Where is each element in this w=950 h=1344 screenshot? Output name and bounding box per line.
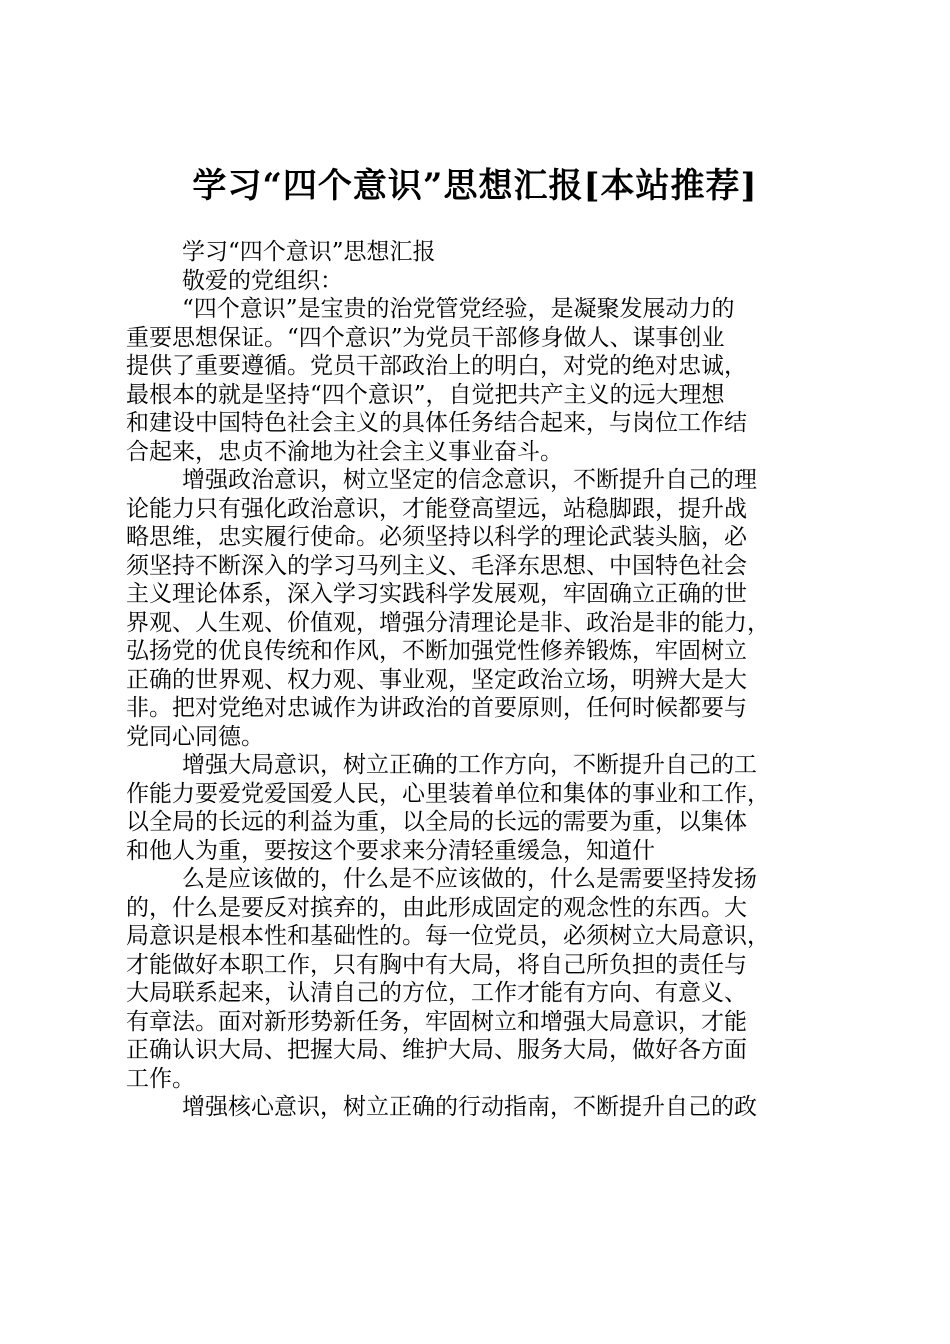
body-line: 主义理论体系，深入学习实践科学发展观，牢固确立正确的世: [126, 581, 747, 607]
body-line: 才能做好本职工作，只有胸中有大局，将自己所负担的责任与: [126, 951, 747, 978]
body-line: 非。把对党绝对忠诚作为讲政治的首要原则，任何时候都要与: [126, 695, 747, 721]
body-line: 以全局的长远的利益为重，以全局的长远的需要为重，以集体: [126, 809, 747, 835]
body-line: 和建设中国特色社会主义的具体任务结合起来，与岗位工作结: [126, 410, 747, 436]
document-title: 学习“四个意识”思想汇报[本站推荐]: [192, 166, 758, 206]
document-body: [126, 238, 834, 1122]
body-line: 敬爱的党组织：: [182, 267, 343, 294]
body-line: 正确的世界观、权力观、事业观，坚定政治立场，明辨大是大: [126, 666, 747, 693]
body-line: 合起来，忠贞不渝地为社会主义事业奋斗。: [126, 438, 563, 465]
body-line: 的，什么是要反对摈弃的，由此形成固定的观念性的东西。大: [126, 894, 747, 921]
body-line: 正确认识大局、把握大局、维护大局、服务大局，做好各方面: [126, 1037, 747, 1063]
body-line: 学习“四个意识”思想汇报: [182, 239, 436, 265]
body-line: 略思维，忠实履行使命。必须坚持以科学的理论武装头脑，必: [126, 524, 747, 550]
body-line: 和他人为重，要按这个要求来分清轻重缓急，知道什: [126, 837, 655, 864]
body-line: 么是应该做的，什么是不应该做的，什么是需要坚持发扬: [182, 866, 757, 892]
body-line: 增强核心意识，树立正确的行动指南，不断提升自己的政: [182, 1094, 757, 1120]
body-line: “四个意识”是宝贵的治党管党经验，是凝聚发展动力的: [182, 296, 735, 322]
body-line: 须坚持不断深入的学习马列主义、毛泽东思想、中国特色社会: [126, 552, 747, 579]
body-line: 增强政治意识，树立坚定的信念意识，不断提升自己的理: [182, 467, 757, 493]
body-line: 重要思想保证。“四个意识”为党员干部修身做人、谋事创业: [126, 324, 725, 351]
body-line: 党同心同德。: [126, 723, 264, 750]
body-line: 有章法。面对新形势新任务，牢固树立和增强大局意识，才能: [126, 1008, 747, 1035]
body-line: 工作。: [126, 1065, 195, 1092]
body-line: 弘扬党的优良传统和作风，不断加强党性修养锻炼，牢固树立: [126, 638, 747, 664]
body-line: 界观、人生观、价值观，增强分清理论是非、政治是非的能力，: [126, 609, 770, 636]
body-line: 局意识是根本性和基础性的。每一位党员，必须树立大局意识，: [126, 923, 770, 949]
body-line: 大局联系起来，认清自己的方位，工作才能有方向、有意义、: [126, 980, 747, 1006]
body-line: 最根本的就是坚持“四个意识”，自觉把共产主义的远大理想: [126, 381, 725, 408]
body-line: 增强大局意识，树立正确的工作方向，不断提升自己的工: [182, 752, 757, 778]
body-line: 作能力要爱党爱国爱人民，心里装着单位和集体的事业和工作，: [126, 780, 770, 807]
body-line: 论能力只有强化政治意识，才能登高望远，站稳脚跟，提升战: [126, 495, 747, 522]
body-line: 提供了重要遵循。党员干部政治上的明白，对党的绝对忠诚，: [126, 353, 747, 379]
